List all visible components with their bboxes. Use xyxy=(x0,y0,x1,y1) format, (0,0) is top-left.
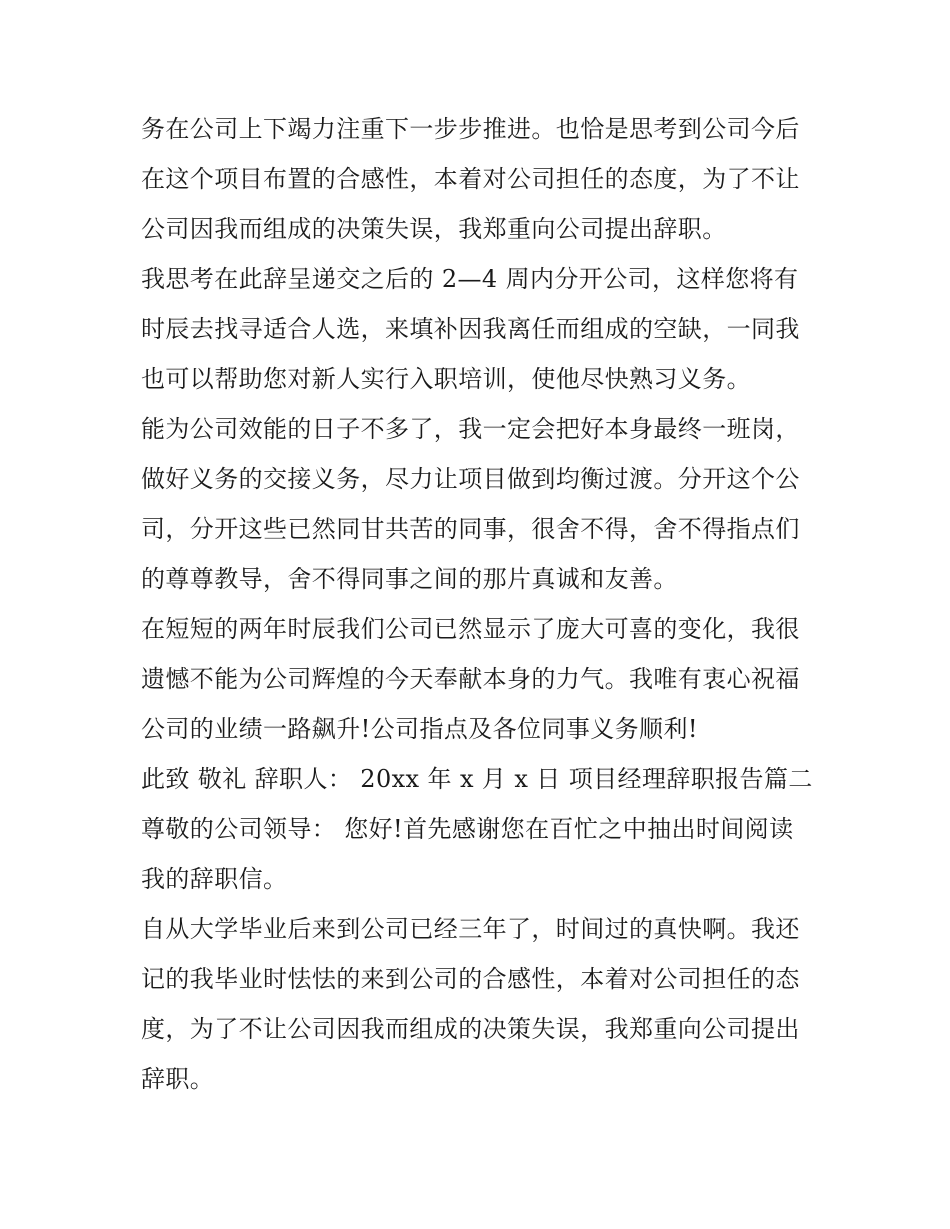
text-line: 公司的业绩一路飙升!公司指点及各位同事义务顺利! xyxy=(141,715,698,743)
text-line: 此致 敬礼 辞职人： 20xx 年 x 月 x 日 项目经理辞职报告篇二 xyxy=(141,765,813,793)
text-line: 时辰去找寻适合人选，来填补因我离任而组成的空缺，一同我 xyxy=(141,315,800,343)
text-line: 尊敬的公司领导： 您好!首先感谢您在百忙之中抽出时间阅读 xyxy=(141,815,794,843)
text-line: 也可以帮助您对新人实行入职培训，使他尽快熟习义务。 xyxy=(141,365,751,393)
text-line: 度，为了不让公司因我而组成的决策失误，我郑重向公司提出 xyxy=(141,1015,800,1043)
text-line: 务在公司上下竭力注重下一步步推进。也恰是思考到公司今后 xyxy=(141,115,800,143)
text-line: 在短短的两年时辰我们公司已然显示了庞大可喜的变化，我很 xyxy=(141,615,800,643)
text-line: 能为公司效能的日子不多了，我一定会把好本身最终一班岗， xyxy=(141,415,800,443)
text-line: 司，分开这些已然同甘共苦的同事，很舍不得，舍不得指点们 xyxy=(141,515,800,543)
text-line: 我的辞职信。 xyxy=(141,865,288,893)
text-line: 辞职。 xyxy=(141,1065,215,1093)
text-line: 做好义务的交接义务，尽力让项目做到均衡过渡。分开这个公 xyxy=(141,465,800,493)
text-line: 我思考在此辞呈递交之后的 2—4 周内分开公司，这样您将有 xyxy=(141,265,799,293)
document-body xyxy=(141,104,831,1104)
text-line: 在这个项目布置的合感性，本着对公司担任的态度，为了不让 xyxy=(141,165,800,193)
text-line: 记的我毕业时怯怯的来到公司的合感性，本着对公司担任的态 xyxy=(141,965,800,993)
text-line: 自从大学毕业后来到公司已经三年了，时间过的真快啊。我还 xyxy=(141,915,800,943)
text-line: 遗憾不能为公司辉煌的今天奉献本身的力气。我唯有衷心祝福 xyxy=(141,665,800,693)
text-line: 公司因我而组成的决策失误，我郑重向公司提出辞职。 xyxy=(141,215,727,243)
text-line: 的尊尊教导，舍不得同事之间的那片真诚和友善。 xyxy=(141,565,678,593)
